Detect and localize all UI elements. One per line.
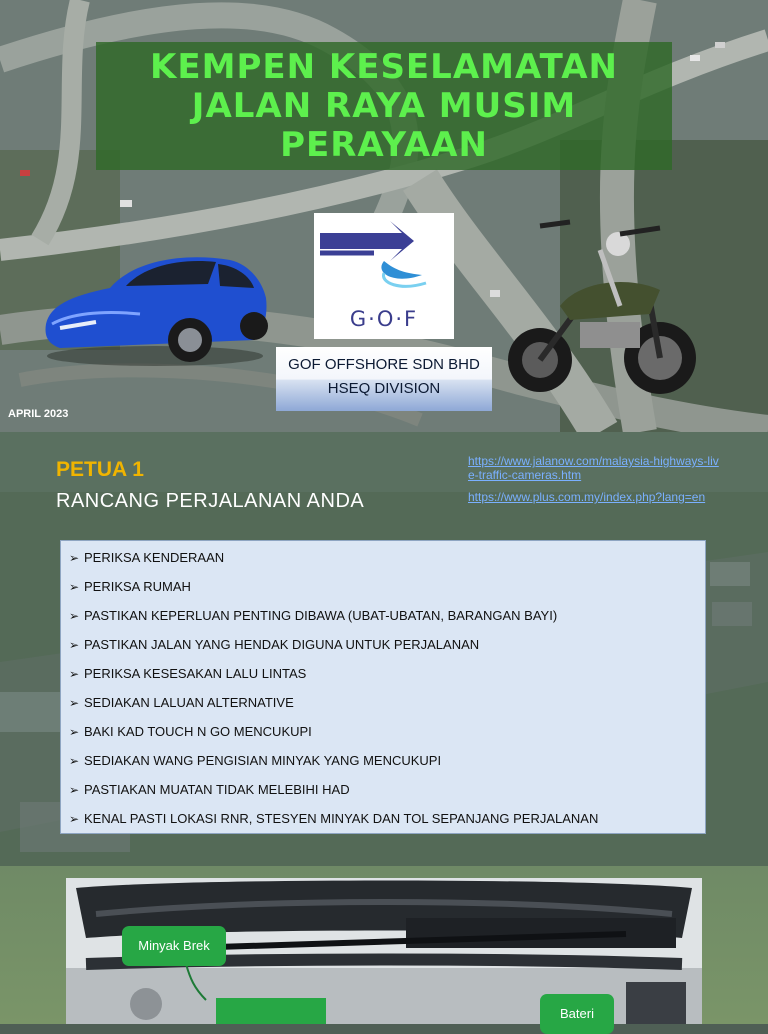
list-item: ➢ PERIKSA KESESAKAN LALU LINTAS [69, 663, 705, 692]
gof-logo [314, 213, 454, 339]
division-name: HSEQ DIVISION [327, 380, 441, 397]
checklist [61, 547, 705, 837]
reference-links [468, 454, 722, 512]
list-item: ➢ KENAL PASTI LOKASI RNR, STESYEN MINYAK DAN TOL SEPANJANG PERJALANAN [69, 808, 705, 837]
list-item: ➢ PASTIAKAN MUATAN TIDAK MELEBIHI HAD [69, 779, 705, 808]
hero-banner [0, 0, 768, 432]
sports-car-image [40, 244, 270, 368]
brake-fluid-label: Minyak Brek [122, 926, 226, 966]
list-item: ➢ PASTIKAN JALAN YANG HENDAK DIGUNA UNTUK PERJALANAN [69, 634, 705, 663]
arrow-bullet-icon: ➢ [69, 551, 80, 565]
checklist-box [60, 540, 706, 834]
motorcycle-image [500, 210, 700, 400]
list-item: ➢ PASTIKAN KEPERLUAN PENTING DIBAWA (UBAT-UBATAN, BARANGAN BAYI) [69, 605, 705, 634]
list-item: ➢ PERIKSA KENDERAAN [69, 547, 705, 576]
arrow-bullet-icon: ➢ [69, 638, 80, 652]
arrow-bullet-icon: ➢ [69, 754, 80, 768]
company-name: GOF OFFSHORE SDN BHD [288, 356, 480, 373]
list-item: ➢ PERIKSA RUMAH [69, 576, 705, 605]
tip-title: PETUA 1 [56, 458, 144, 481]
gof-arrow-icon [314, 213, 454, 303]
campaign-title: KEMPEN KESELAMATAN JALAN RAYA MUSIM PERAYAAN [150, 46, 618, 165]
link-jalanow[interactable]: https://www.jalanow.com/malaysia-highways-live-traffic-cameras.htm [468, 454, 719, 482]
arrow-bullet-icon: ➢ [69, 609, 80, 623]
campaign-title-box [96, 42, 672, 170]
arrow-bullet-icon: ➢ [69, 783, 80, 797]
arrow-bullet-icon: ➢ [69, 725, 80, 739]
list-item: ➢ SEDIAKAN WANG PENGISIAN MINYAK YANG MENCUKUPI [69, 750, 705, 779]
logo-text: G·O·F [349, 307, 419, 331]
battery-label: Bateri [540, 994, 614, 1034]
arrow-bullet-icon: ➢ [69, 667, 80, 681]
list-item: ➢ SEDIAKAN LALUAN ALTERNATIVE [69, 692, 705, 721]
date-label: APRIL 2023 [8, 408, 69, 420]
link-plus[interactable]: https://www.plus.com.my/index.php?lang=en [468, 490, 706, 504]
company-box [276, 347, 492, 411]
arrow-bullet-icon: ➢ [69, 812, 80, 826]
tip-subtitle: RANCANG PERJALANAN ANDA [56, 490, 365, 512]
list-item: ➢ BAKI KAD TOUCH N GO MENCUKUPI [69, 721, 705, 750]
arrow-bullet-icon: ➢ [69, 696, 80, 710]
arrow-bullet-icon: ➢ [69, 580, 80, 594]
